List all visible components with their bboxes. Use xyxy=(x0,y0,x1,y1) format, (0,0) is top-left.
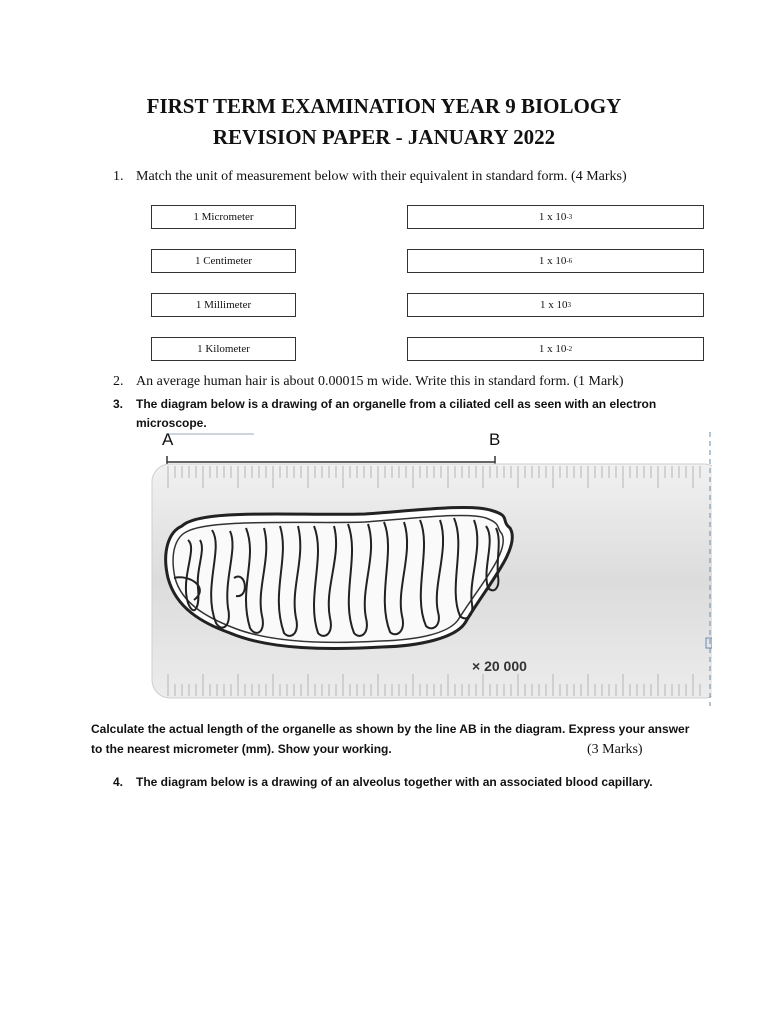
standard-form-box xyxy=(407,249,704,273)
standard-form-exponent: 3 xyxy=(567,301,571,309)
organelle-diagram xyxy=(150,428,712,708)
standard-form-box xyxy=(407,205,704,229)
standard-form-exponent: -2 xyxy=(566,345,573,353)
question-3-text-line-2: microscope. xyxy=(136,416,207,430)
standard-form-base: 1 x 10 xyxy=(538,343,567,355)
question-4-number: 4. xyxy=(113,775,124,789)
question-3-instruction-line-1: Calculate the actual length of the organelle as shown by the line AB in the diagram. Express your answer xyxy=(91,722,690,736)
unit-label: 1 Centimeter xyxy=(194,255,253,267)
standard-form-box xyxy=(407,337,704,361)
standard-form-base: 1 x 10 xyxy=(538,255,567,267)
standard-form-base: 1 x 10 xyxy=(540,299,568,311)
unit-box-centimeter xyxy=(151,249,296,273)
page-title-line-2: REVISION PAPER - JANUARY 2022 xyxy=(212,125,556,149)
question-2-text: An average human hair is about 0.00015 m wide. Write this in standard form. (1 Mark) xyxy=(136,374,624,389)
point-b-label: B xyxy=(489,430,501,449)
question-3-text-line-1: The diagram below is a drawing of an organelle from a ciliated cell as seen with an electron xyxy=(136,397,657,411)
standard-form-exponent: -6 xyxy=(566,257,573,265)
standard-form-box xyxy=(407,293,704,317)
unit-label: 1 Micrometer xyxy=(193,211,254,223)
question-3-number: 3. xyxy=(113,397,124,411)
point-a-label: A xyxy=(162,430,174,449)
page-title-line-1: FIRST TERM EXAMINATION YEAR 9 BIOLOGY xyxy=(146,94,622,118)
unit-box-micrometer xyxy=(151,205,296,229)
question-1-text: Match the unit of measurement below with their equivalent in standard form. (4 Marks) xyxy=(136,169,627,184)
question-1-number: 1. xyxy=(113,169,124,184)
standard-form-base: 1 x 10 xyxy=(538,211,567,223)
unit-label: 1 Kilometer xyxy=(197,343,250,355)
magnification-label: × 20 000 xyxy=(472,658,527,674)
question-3-marks: (3 Marks) xyxy=(587,742,643,757)
question-4-text: The diagram below is a drawing of an alveolus together with an associated blood capillary. xyxy=(136,775,653,789)
ruler-mitochondrion-drawing xyxy=(150,428,712,708)
standard-form-exponent: -3 xyxy=(566,213,573,221)
unit-box-millimeter xyxy=(151,293,296,317)
unit-label: 1 Millimeter xyxy=(195,299,252,311)
question-3-instruction-line-2: to the nearest micrometer (mm). Show your working. xyxy=(91,742,392,756)
question-2-number: 2. xyxy=(113,374,124,389)
unit-box-kilometer xyxy=(151,337,296,361)
